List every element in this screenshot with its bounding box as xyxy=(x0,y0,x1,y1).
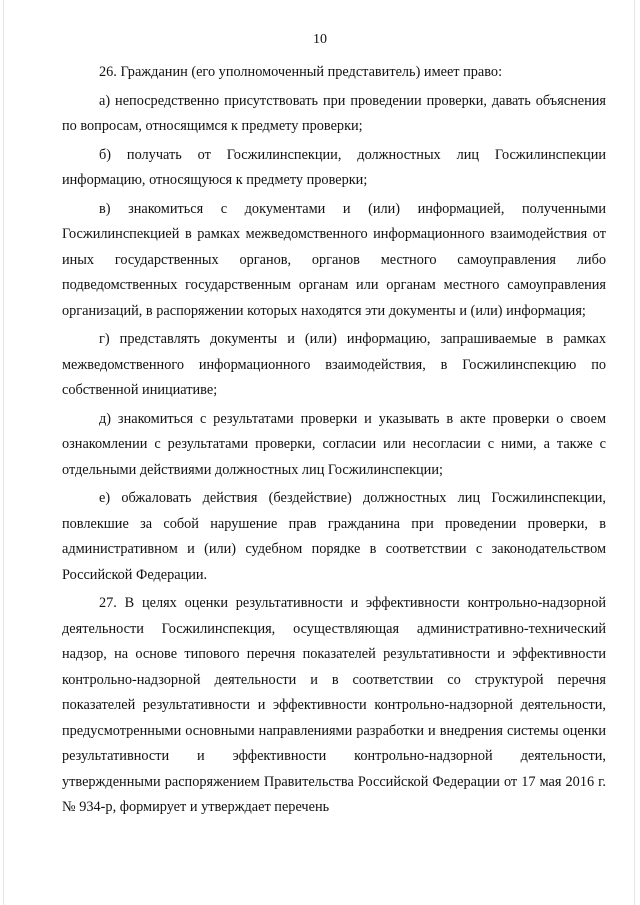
document-body xyxy=(62,60,606,823)
scan-edge-right xyxy=(634,0,635,905)
paragraph-26-g: г) представлять документы и (или) информацию, запрашиваемые в рамках межведомственного информационного взаимодействия, в Госжилинспекцию по собственной инициативе; xyxy=(62,331,606,398)
paragraph-26-intro: 26. Гражданин (его уполномоченный представитель) имеет право: xyxy=(99,64,503,80)
paragraph-26-a: а) непосредственно присутствовать при проведении проверки, давать объяснения по вопросам, относящимся к предмету проверки; xyxy=(62,92,606,134)
scan-edge-left xyxy=(3,0,4,905)
page-number: 10 xyxy=(313,32,327,47)
paragraph-26-b: б) получать от Госжилинспекции, должностных лиц Госжилинспекции информацию, относящуюся к предмету проверки; xyxy=(62,146,606,188)
paragraph-27: 27. В целях оценки результативности и эффективности контрольно-надзорной деятельности Госжилинспекция, осуществляющая административно-технический надзор, на основе типового перечня показателей результативности и эффективности контрольно-надзорной деятельности и в соответствии со структурой перечня показателей результативности и эффективности контрольно-надзорной деятельности, предусмотренными основными направлениями разработки и внедрения системы оценки результативности и эффективности контрольно-надзорной деятельности, утвержденными распоряжением Правительства Российской Федерации от 17 мая 2016 г. № 934-р, формирует и утверждает перечень xyxy=(62,595,606,815)
paragraph-26-d: д) знакомиться с результатами проверки и указывать в акте проверки о своем ознакомлении с результатами проверки, согласии или несогласии с ними, а также с отдельными действиями должностных лиц Госжилинспекции; xyxy=(62,410,606,478)
paragraph-26-v: в) знакомиться с документами и (или) информацией, полученными Госжилинспекцией в рамках межведомственного информационного взаимодействия от иных государственных органов, органов местного самоуправления либо подведомственных государственным органам или органам местного самоуправления организаций, в распоряжении которых находятся эти документы и (или) информация; xyxy=(62,200,606,319)
paragraph-26-e: е) обжаловать действия (бездействие) должностных лиц Госжилинспекции, повлекшие за собой нарушение прав гражданина при проведении проверки, в административном и (или) судебном порядке в соответствии с законодательством Российской Федерации. xyxy=(62,490,606,583)
